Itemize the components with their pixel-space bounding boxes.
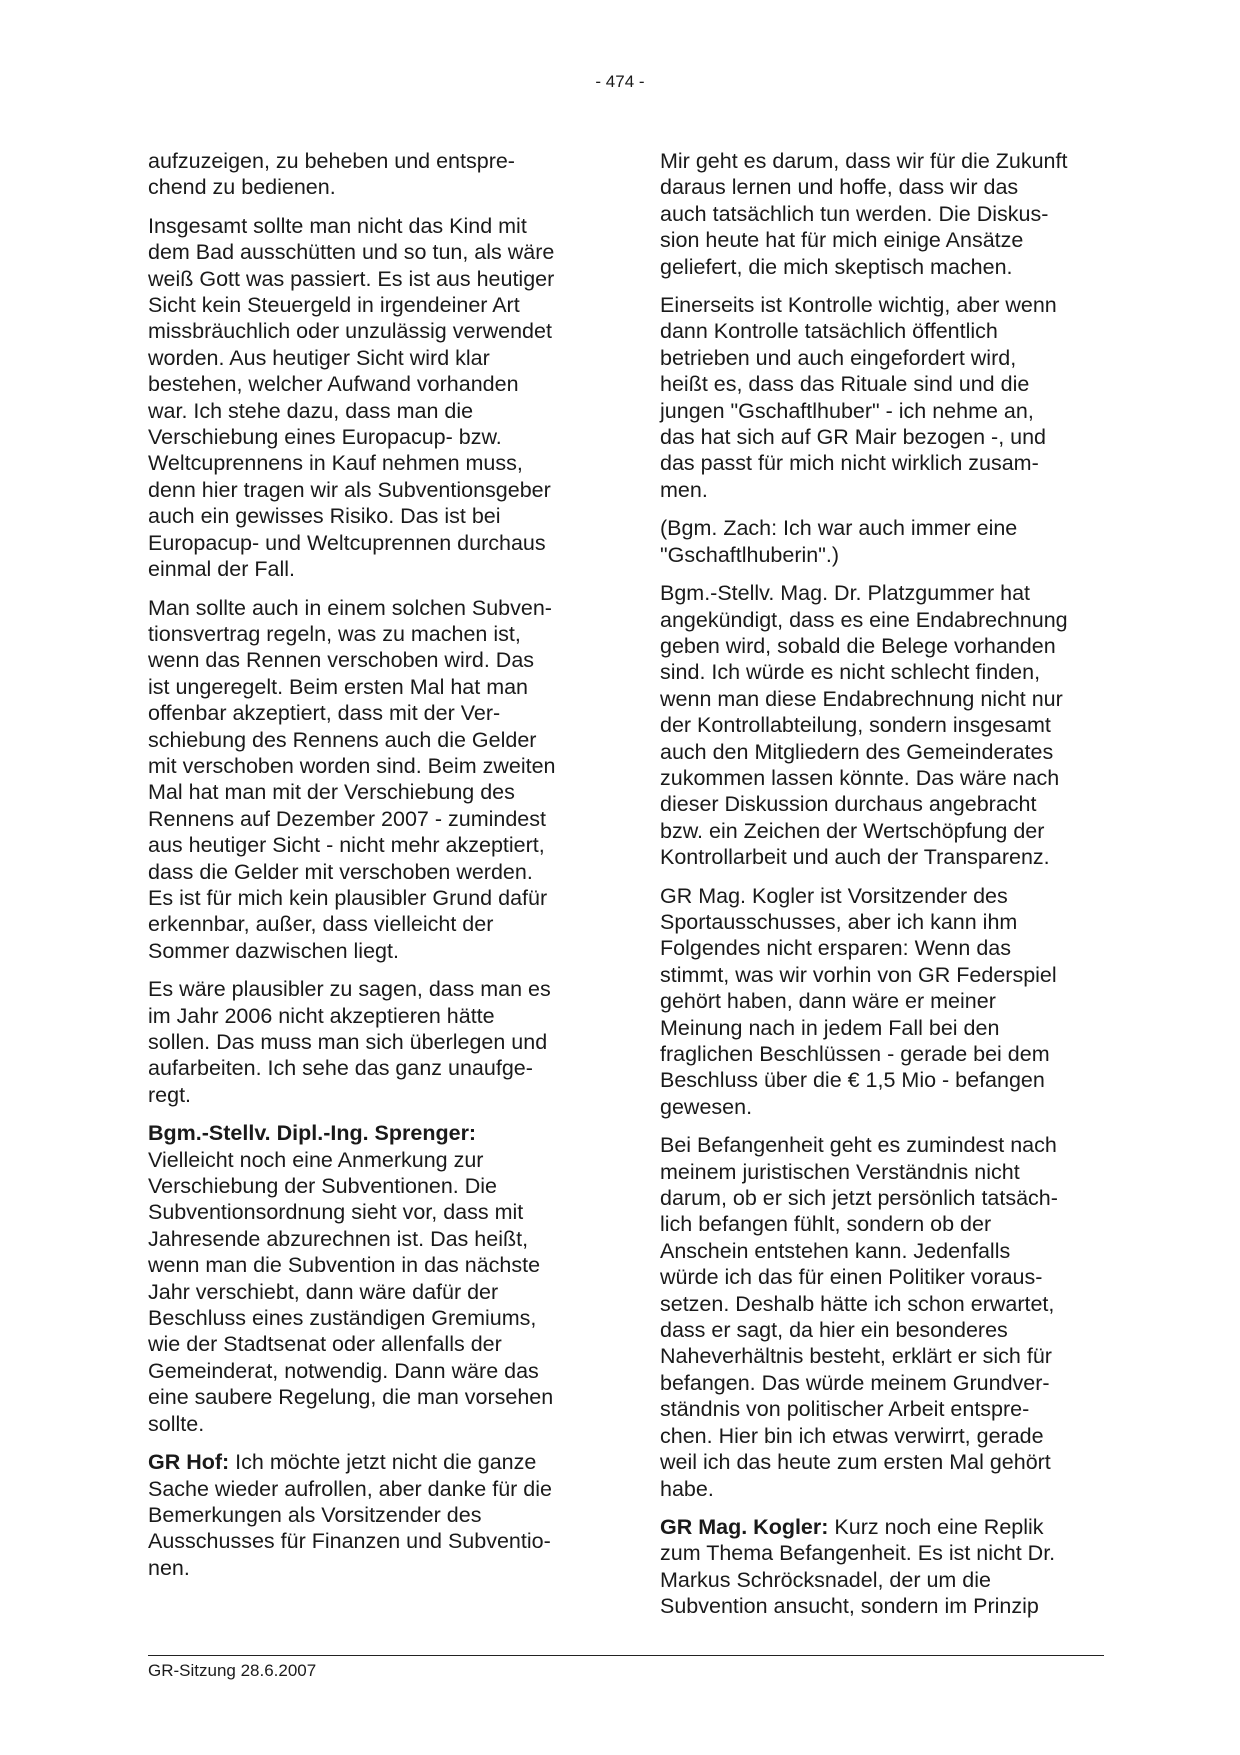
paragraph xyxy=(660,515,1108,568)
paragraph xyxy=(660,1132,1108,1502)
right-column xyxy=(660,148,1108,1632)
footer-divider xyxy=(148,1655,1104,1656)
speaker-name: GR Mag. Kogler: xyxy=(660,1514,829,1539)
paragraph xyxy=(660,292,1108,503)
speaker-name: Bgm.-Stellv. Dipl.-Ing. Sprenger: xyxy=(148,1121,477,1146)
left-column xyxy=(148,148,588,1593)
paragraph-text: Bgm.-Stellv. Mag. Dr. Platzgummer hat angekündigt, dass es eine Endabrechnung geben wird, sobald die Belege vorhanden sind. Ich würde es nicht schlecht finden, wenn man diese Endabrechnung nicht nur der Kontrollabteilung, sondern insgesamt auch den Mitgliedern des Gemeinderates zukommen lassen könnte. Das wäre nach dieser Diskussion durchaus angebracht bzw. ein Zeichen der Wertschöpfung der Kontrollarbeit und auch der Transparenz. xyxy=(660,581,1068,870)
paragraph-text: aufzuzeigen, zu beheben und entspre- chend zu bedienen. xyxy=(148,149,515,200)
paragraph xyxy=(148,148,588,201)
page-number: - 474 - xyxy=(595,72,645,91)
paragraph-text: Kurz noch eine Replik zum Thema Befangenheit. Es ist nicht Dr. Markus Schröcksnadel, der um die Subvention ansucht, sondern im Prinzip xyxy=(660,1514,1056,1619)
speaker-name: GR Hof: xyxy=(148,1450,230,1475)
paragraph xyxy=(148,595,588,965)
paragraph xyxy=(660,148,1108,280)
paragraph xyxy=(148,1120,588,1437)
paragraph-text: GR Mag. Kogler ist Vorsitzender des Sportausschusses, aber ich kann ihm Folgendes nicht ersparen: Wenn das stimmt, was wir vorhin von GR Federspiel gehört haben, dann wäre er meiner Meinung nach in jedem Fall bei den fraglichen Beschlüssen - gerade bei dem Beschluss über die € 1,5 Mio - befangen gewesen. xyxy=(660,883,1057,1119)
paragraph-text: Mir geht es darum, dass wir für die Zukunft daraus lernen und hoffe, dass wir das auch tatsächlich tun werden. Die Diskus- sion heute hat für mich einige Ansätze geliefert, die mich skeptisch machen. xyxy=(660,149,1068,279)
paragraph xyxy=(148,976,588,1108)
paragraph xyxy=(660,580,1108,870)
paragraph-text: Insgesamt sollte man nicht das Kind mit dem Bad ausschütten und so tun, als wäre weiß Gott was passiert. Es ist aus heutiger Sicht kein Steuergeld in irgendeiner Art missbräuchlich oder unzulässig verwendet worden. Aus heutiger Sicht wird klar bestehen, welcher Aufwand vorhanden war. Ich stehe dazu, dass man die Verschiebung eines Europacup- bzw. Weltcuprennens in Kauf nehmen muss, denn hier tragen wir als Subventionsgeber auch ein gewisses Risiko. Das ist bei Europacup- und Weltcuprennen durchaus einmal der Fall. xyxy=(148,213,555,582)
paragraph xyxy=(148,1449,588,1581)
paragraph-text: Einerseits ist Kontrolle wichtig, aber wenn dann Kontrolle tatsächlich öffentlich betrieben und auch eingefordert wird, heißt es, dass das Rituale sind und die jungen "Gschaftlhuber" - ich nehme an, das hat sich auf GR Mair bezogen -, und das passt für mich nicht wirklich zusam- men. xyxy=(660,293,1057,502)
paragraph xyxy=(148,213,588,583)
paragraph xyxy=(660,883,1108,1121)
paragraph-text: (Bgm. Zach: Ich war auch immer eine "Gschaftlhuberin".) xyxy=(660,516,1018,567)
paragraph-text: Es wäre plausibler zu sagen, dass man es im Jahr 2006 nicht akzeptieren hätte sollen. Das muss man sich überlegen und aufarbeiten. Ich sehe das ganz unaufge- regt. xyxy=(148,977,551,1107)
paragraph-text: Ich möchte jetzt nicht die ganze Sache wieder aufrollen, aber danke für die Bemerkungen als Vorsitzender des Ausschusses für Finanzen und Subventio- nen. xyxy=(148,1450,552,1580)
paragraph xyxy=(660,1514,1108,1620)
paragraph-text: Vielleicht noch eine Anmerkung zur Verschiebung der Subventionen. Die Subventionsordnung sieht vor, dass mit Jahresende abzurechnen ist. Das heißt, wenn man die Subvention in das nächste Jahr verschiebt, dann wäre dafür der Beschluss eines zuständigen Gremiums, wie der Stadtsenat oder allenfalls der Gemeinderat, notwendig. Dann wäre das eine saubere Regelung, die man vorsehen sollte. xyxy=(148,1147,554,1436)
footer-text: GR-Sitzung 28.6.2007 xyxy=(148,1661,317,1680)
paragraph-text: Bei Befangenheit geht es zumindest nach meinem juristischen Verständnis nicht darum, ob er sich jetzt persönlich tatsäch- lich befangen fühlt, sondern ob der Anschein entstehen kann. Jedenfalls würde ich das für einen Politiker voraus- setzen. Deshalb hätte ich schon erwartet, dass er sagt, da hier ein besonderes Naheverhältnis besteht, erklärt er sich für befangen. Das würde meinem Grundver- ständnis von politischer Arbeit entspre- chen. Hier bin ich etwas verwirrt, gerade weil ich das heute zum ersten Mal gehört habe. xyxy=(660,1133,1058,1501)
paragraph-text: Man sollte auch in einem solchen Subven- tionsvertrag regeln, was zu machen ist, wenn das Rennen verschoben wird. Das ist ungeregelt. Beim ersten Mal hat man offenbar akzeptiert, dass mit der Ver- schiebung des Rennens auch die Gelder mit verschoben worden sind. Beim zweiten Mal hat man mit der Verschiebung des Rennens auf Dezember 2007 - zumindest aus heutiger Sicht - nicht mehr akzeptiert, dass die Gelder mit verschoben werden. Es ist für mich kein plausibler Grund dafür erkennbar, außer, dass vielleicht der Sommer dazwischen liegt. xyxy=(148,595,556,963)
